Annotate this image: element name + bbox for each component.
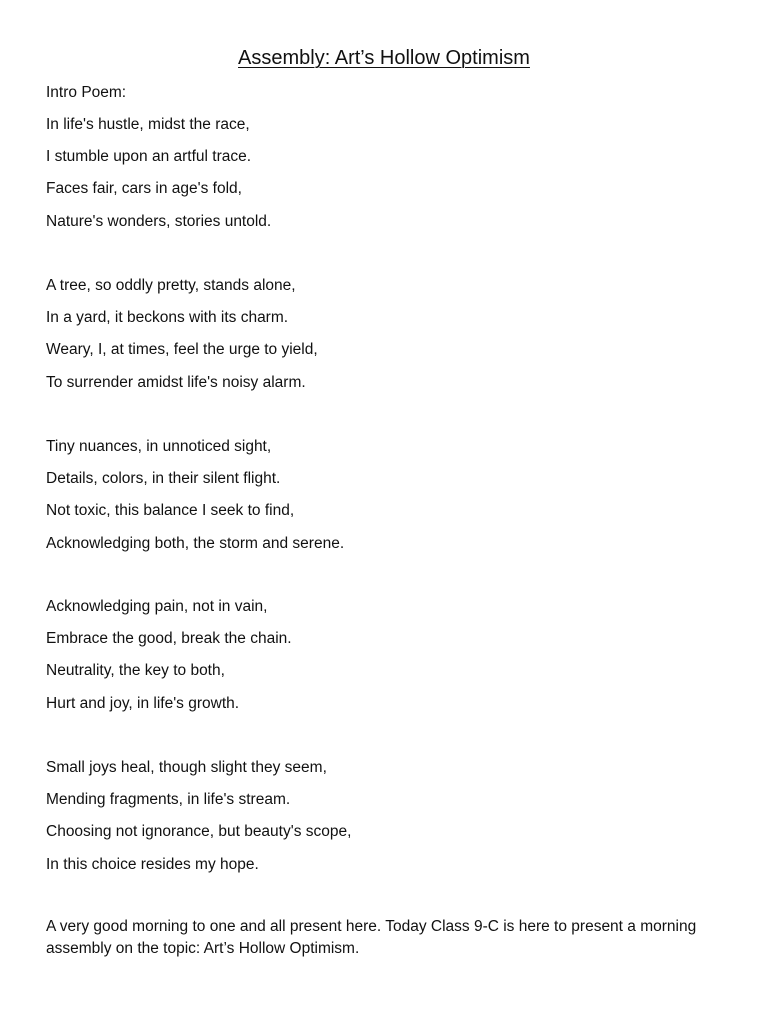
poem-line: Hurt and joy, in life's growth. xyxy=(46,694,240,712)
poem-line: In a yard, it beckons with its charm. xyxy=(46,309,289,327)
stanza-5 xyxy=(46,758,736,887)
page-title: Assembly: Art’s Hollow Optimism xyxy=(238,47,530,69)
poem-line: Mending fragments, in life's stream. xyxy=(46,791,291,809)
stanza-2 xyxy=(46,276,736,405)
poem-line: Acknowledging pain, not in vain, xyxy=(46,598,268,615)
poem-line: Acknowledging both, the storm and serene. xyxy=(46,534,345,552)
poem-line: I stumble upon an artful trace. xyxy=(46,148,252,166)
stanza-4 xyxy=(46,597,736,726)
stanza-1 xyxy=(46,115,736,244)
intro-poem-label: Intro Poem: xyxy=(46,84,127,101)
poem-line: Not toxic, this balance I seek to find, xyxy=(46,502,295,520)
poem-line: Choosing not ignorance, but beauty's scope, xyxy=(46,823,352,841)
closing-paragraph: A very good morning to one and all present here. Today Class 9-C is here to present a morning assembly on the topic: Art’s Hollow Optimism. xyxy=(46,918,697,957)
poem-line: Faces fair, cars in age's fold, xyxy=(46,180,242,198)
poem-line: Embrace the good, break the chain. xyxy=(46,630,292,648)
poem-line: A tree, so oddly pretty, stands alone, xyxy=(46,277,296,294)
poem-line: To surrender amidst life's noisy alarm. xyxy=(46,373,306,391)
poem-line: Weary, I, at times, feel the urge to yield, xyxy=(46,341,318,359)
poem-line: Details, colors, in their silent flight. xyxy=(46,470,281,488)
poem-line: Neutrality, the key to both, xyxy=(46,662,225,680)
poem-line: Nature's wonders, stories untold. xyxy=(46,212,272,230)
poem-line: In life's hustle, midst the race, xyxy=(46,116,250,133)
stanza-3 xyxy=(46,437,736,566)
poem-line: Small joys heal, though slight they seem, xyxy=(46,759,327,776)
poem-line: Tiny nuances, in unnoticed sight, xyxy=(46,438,272,455)
poem-line: In this choice resides my hope. xyxy=(46,855,259,873)
